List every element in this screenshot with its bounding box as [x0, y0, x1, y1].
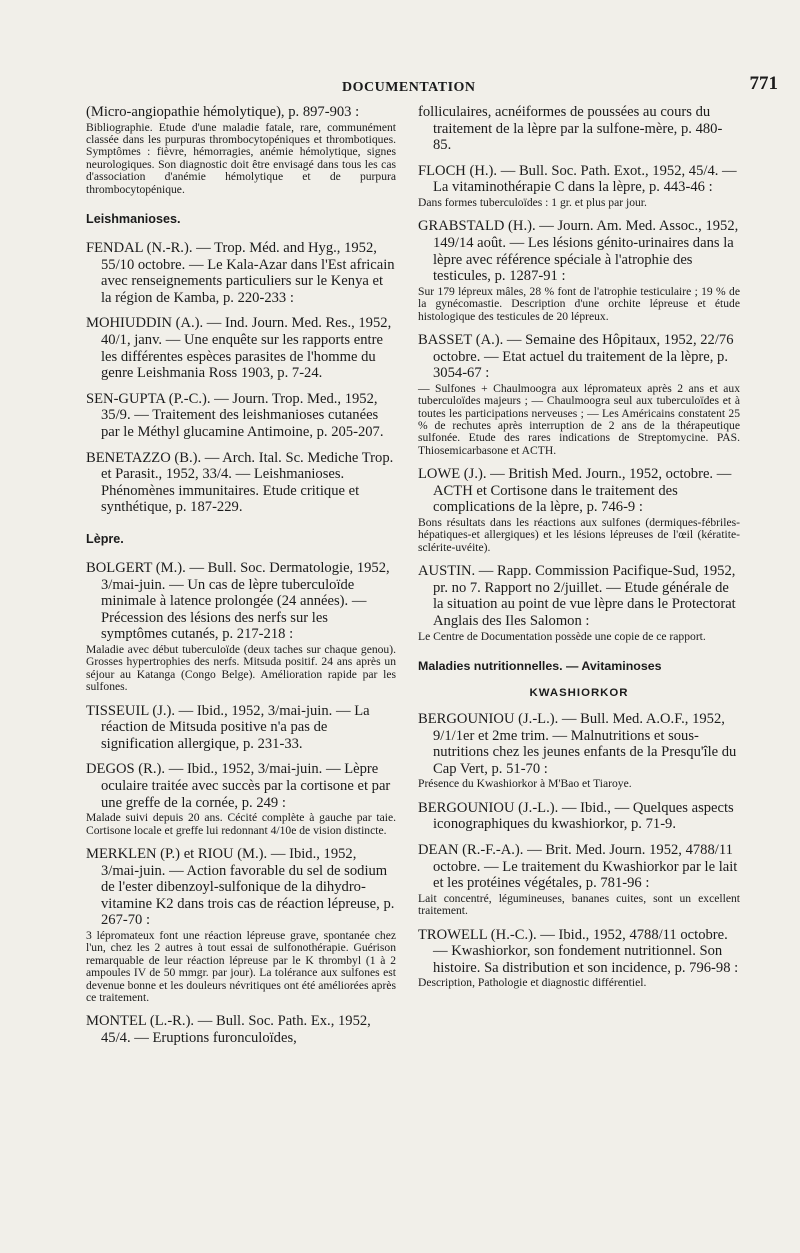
citation: TROWELL (H.-C.). — Ibid., 1952, 4788/11 octobre. — Kwashiorkor, son fondement nutritionnel. Son histoire. Sa distribution et son incidence, p. 796-98 : [418, 926, 739, 976]
bibliography-entry [418, 104, 740, 154]
bibliography-entry [418, 332, 740, 457]
citation: folliculaires, acnéiformes de poussées au cours du traitement de la lèpre par la sulfone-mère, p. 480-85. [418, 104, 723, 154]
citation: AUSTIN. — Rapp. Commission Pacifique-Sud, 1952, pr. no 7. Rapport no 2/juillet. — Etude générale de la situation au point de vue lèpre dans le Protectorat Anglais des Iles Salomon : [418, 563, 736, 629]
running-header [90, 73, 778, 100]
left-column [86, 104, 396, 1056]
bibliography-entry [418, 563, 740, 643]
abstract-note: Bons résultats dans les réactions aux sulfones (dermiques-fébriles-hépatiques-et allergiques) et les lésions lépreuses de l'œil (kératite-sclérite-uvéite). [418, 515, 740, 554]
subsection-heading: KWASHIORKOR [529, 686, 629, 699]
citation: BERGOUNIOU (J.-L.). — Ibid., — Quelques aspects iconographiques du kwashiorkor, p. 71-9. [418, 799, 734, 833]
citation: MOHIUDDIN (A.). — Ind. Journ. Med. Res., 1952, 40/1, janv. — Une enquête sur les rapports entre les différentes espèces parasites de l'homme du genre Leishmania Ross 1903, p. 7-24. [86, 315, 392, 382]
abstract-note: 3 lépromateux font une réaction lépreuse grave, spontanée chez l'un, chez les 2 autres à tout essai de sulfonothérapie. Guérison remarquable de leur réaction lépreuse par le K thrombyl (1 à 2 ampoules IV de 50 mmgr. par jour). La tolérance aux sulfones est devenue bonne et les douleurs névritiques ont été améliorées après ce traitement. [86, 928, 396, 1004]
citation: FLOCH (H.). — Bull. Soc. Path. Exot., 1952, 45/4. — La vitaminothérapie C dans la lèpre, p. 443-46 : [418, 162, 737, 196]
abstract-note: Sur 179 lépreux mâles, 28 % font de l'atrophie testiculaire ; 19 % de la gynécomastie. Description d'une orchite lépreuse et étude histologique des testicules de 20 lépreux. [418, 284, 740, 323]
citation: TISSEUIL (J.). — Ibid., 1952, 3/mai-juin. — La réaction de Mitsuda positive n'a pas de signification allergique, p. 231-33. [86, 702, 370, 752]
bibliography-entry [418, 800, 740, 833]
bibliography-entry [418, 163, 740, 210]
citation: BOLGERT (M.). — Bull. Soc. Dermatologie, 1952, 3/mai-juin. — Un cas de lèpre tuberculoïde minimale à latence prolongée (24 années). — Précession des lésions des nerfs sur les symptômes cutanés, p. 217-218 : [86, 559, 390, 643]
bibliography-entry [86, 703, 396, 753]
bibliography-entry [86, 846, 396, 1004]
citation: FENDAL (N.-R.). — Trop. Méd. and Hyg., 1952, 55/10 octobre. — Le Kala-Azar dans l'Est africain avec renseignements particuliers sur le Kenya et la région de Kamba, p. 220-233 : [86, 240, 395, 306]
citation: MERKLEN (P.) et RIOU (M.). — Ibid., 1952, 3/mai-juin. — Action favorable du sel de sodium de l'ester dibenzoyl-sulfonique de la dihydro-vitamine K2 dans trois cas de réaction lépreuse, p. 267-70 : [86, 845, 395, 929]
abstract-note: — Sulfones + Chaulmoogra aux lépromateux après 2 ans et aux tuberculoïdes majeurs ; — Chaulmoogra seul aux tuberculoïdes et à toutes les participations nerveuses ; — Les Américains constatent 25 % de rechutes après interruption de 2 ans de la thérapeutique sulfonée. Etude des rares indications de Streptomycine. PAS. Thiosemicarbasone et ACTH. [418, 381, 740, 457]
bibliography-entry [86, 104, 396, 196]
bibliography-entry [86, 1013, 396, 1046]
citation: GRABSTALD (H.). — Journ. Am. Med. Assoc., 1952, 149/14 août. — Les lésions génito-urinaires dans la lèpre avec référence spéciale à l'atrophie des testicules, p. 1287-91 : [418, 218, 739, 285]
bibliography-entry [86, 315, 396, 381]
citation: LOWE (J.). — British Med. Journ., 1952, octobre. — ACTH et Cortisone dans le traitement des complications de la lèpre, p. 746-9 : [418, 466, 732, 516]
bibliography-entry [418, 466, 740, 554]
abstract-note: Dans formes tuberculoïdes : 1 gr. et plus par jour. [418, 195, 647, 209]
abstract-note: Malade suivi depuis 20 ans. Cécité complète à gauche par taie. Cortisone locale et greffe lui redonnant 4/10e de vision distincte. [86, 811, 396, 837]
bibliography-entry [86, 450, 396, 516]
citation: SEN-GUPTA (P.-C.). — Journ. Trop. Med., 1952, 35/9. — Traitement des leishmanioses cutanées par le Méthyl glucamine Antimoine, p. 205-207. [86, 390, 384, 440]
citation: (Micro-angiopathie hémolytique), p. 897-903 : [86, 104, 360, 120]
bibliography-entry [418, 927, 740, 990]
citation: DEAN (R.-F.-A.). — Brit. Med. Journ. 1952, 4788/11 octobre. — Le traitement du Kwashiorkor par le lait et les protéines végétales, p. 781-96 : [418, 841, 738, 892]
page-number: 771 [749, 73, 778, 94]
abstract-note: Bibliographie. Etude d'une maladie fatale, rare, communément classée dans les purpuras thrombocytopéniques et thrombotiques. Symptômes : fièvre, hémorragies, anémie hémolytique, signes neurologiques. Son diagnostic doit être envisagé dans tous les cas d'association d'anémie hémolytique et de purpura thrombocytopénique. [86, 120, 396, 196]
bibliography-entry [418, 218, 740, 323]
abstract-note: Présence du Kwashiorkor à M'Bao et Tiaroye. [418, 777, 632, 791]
bibliography-entry [418, 711, 740, 791]
citation: BASSET (A.). — Semaine des Hôpitaux, 1952, 22/76 octobre. — Etat actuel du traitement de la lèpre, p. 3054-67 : [418, 331, 734, 382]
citation: BERGOUNIOU (J.-L.). — Bull. Med. A.O.F., 1952, 9/1/1er et 2me trim. — Malnutritions et sous-nutritions chez les jeunes enfants de la Presqu'île du Cap Vert, p. 51-70 : [418, 710, 737, 777]
right-column [418, 104, 740, 999]
bibliography-entry [418, 842, 740, 918]
bibliography-entry [86, 240, 396, 306]
abstract-note: Lait concentré, légumineuses, bananes cuites, sont un excellent traitement. [418, 891, 740, 918]
citation: DEGOS (R.). — Ibid., 1952, 3/mai-juin. — Lèpre oculaire traitée avec succès par la cortisone et par une greffe de la cornée, p. 249 : [86, 761, 391, 811]
citation: MONTEL (L.-R.). — Bull. Soc. Path. Ex., 1952, 45/4. — Eruptions furonculoïdes, [86, 1013, 371, 1046]
section-heading: Maladies nutritionnelles. — Avitaminoses [418, 658, 662, 673]
citation: BENETAZZO (B.). — Arch. Ital. Sc. Mediche Trop. et Parasit., 1952, 33/4. — Leishmanioses. Phénomènes immunitaires. Etude critique et synthétique, p. 187-229. [86, 449, 394, 516]
abstract-note: Maladie avec début tuberculoïde (deux taches sur chaque genou). Grosses hypertrophies des nerfs. Mitsuda positif. 24 ans après un séjour au Katanga (Congo Belge). Amélioration rapide par les sulfones. [86, 642, 396, 694]
bibliography-entry [86, 761, 396, 837]
abstract-note: Description, Pathologie et diagnostic différentiel. [418, 976, 647, 990]
running-title: DOCUMENTATION [342, 80, 476, 95]
section-heading: Lèpre. [86, 531, 124, 546]
bibliography-entry [86, 391, 396, 441]
section-heading: Leishmanioses. [86, 212, 181, 227]
abstract-note: Le Centre de Documentation possède une copie de ce rapport. [418, 629, 706, 643]
bibliography-entry [86, 560, 396, 694]
